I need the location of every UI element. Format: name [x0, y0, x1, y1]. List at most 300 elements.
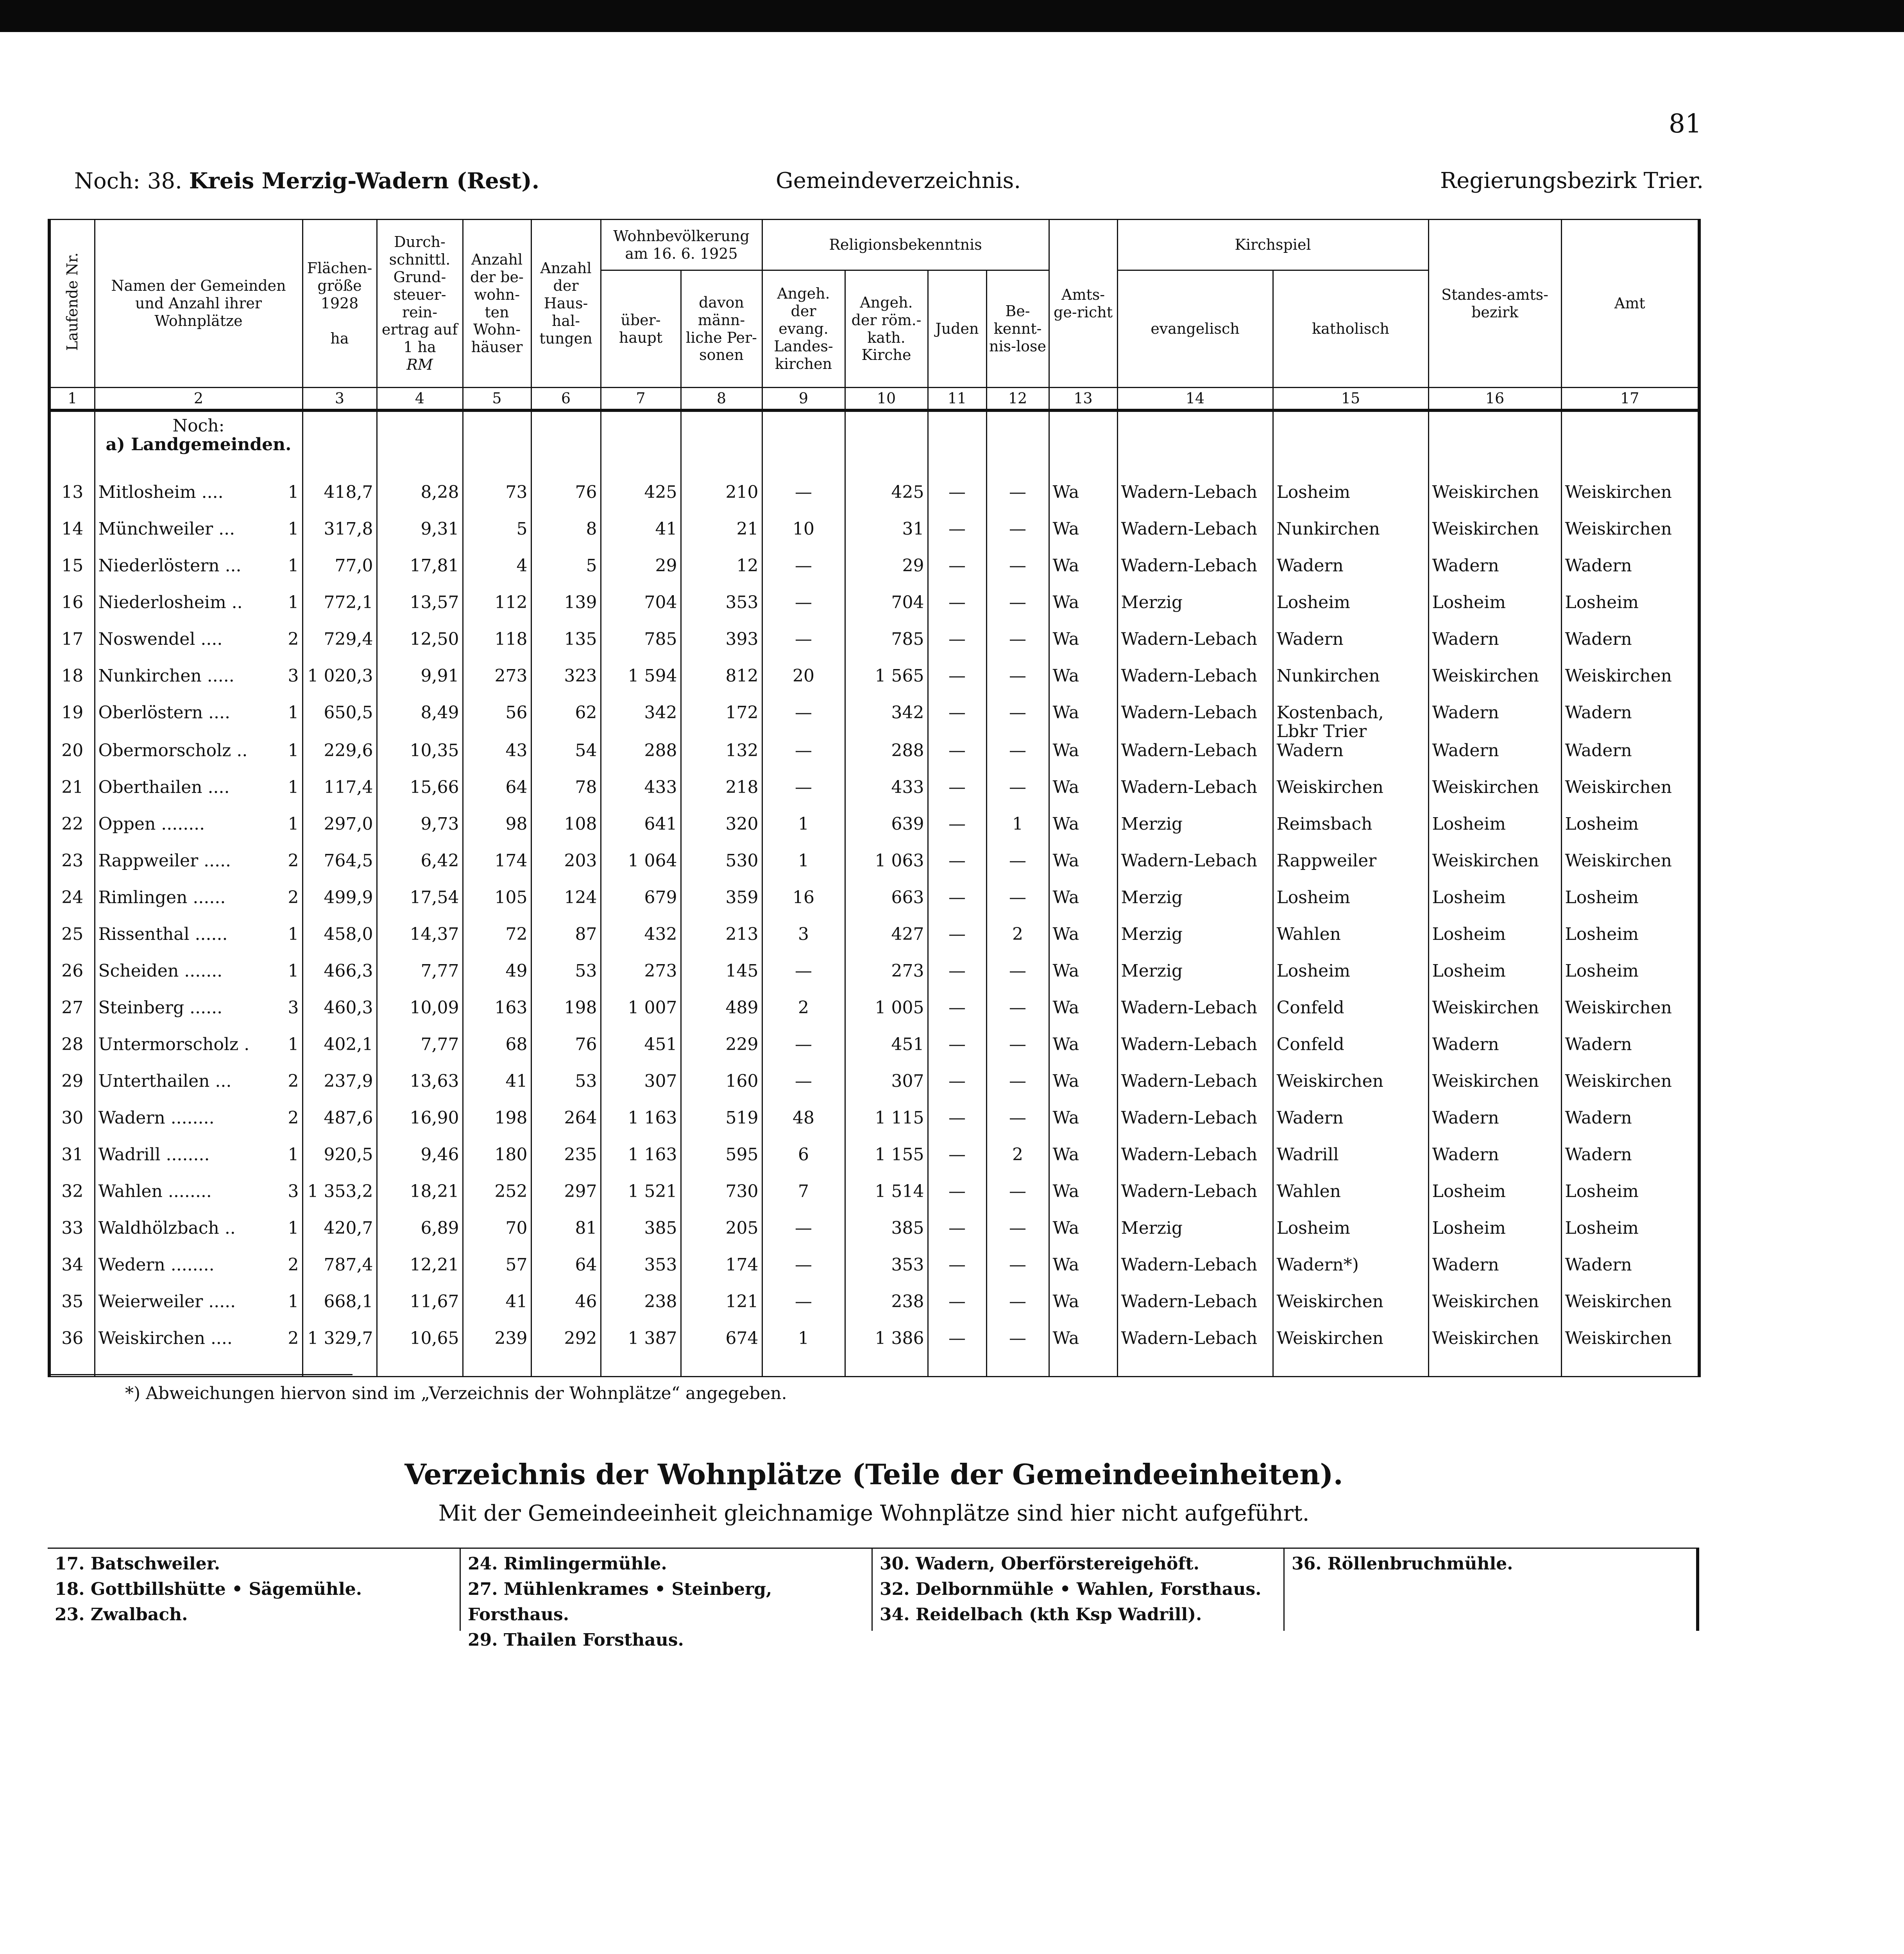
col-header-maennlich: davon männ-liche Per-sonen [681, 270, 762, 388]
cell-nr: 20 [49, 741, 95, 778]
gemeinde-name: Untermorscholz . [98, 1035, 250, 1054]
gemeinde-name: Münchweiler ... [98, 519, 235, 539]
cell-haushaltungen: 46 [531, 1292, 601, 1329]
cell-kirchspiel-ev: Wadern-Lebach [1117, 483, 1273, 520]
cell-kirchspiel-ev: Wadern-Lebach [1117, 1292, 1273, 1329]
cell-haushaltungen: 54 [531, 741, 601, 778]
wohnplatz-count: 3 [288, 666, 299, 686]
cell-flaeche: 237,9 [302, 1072, 377, 1109]
cell-amtsgericht: Wa [1049, 1292, 1117, 1329]
cell-bekenntnislose: — [986, 741, 1049, 778]
cell-gemeinde [95, 1292, 302, 1329]
cell-kirchspiel-kath: Losheim [1273, 962, 1428, 998]
cell-gemeinde [95, 483, 302, 520]
cell-bekenntnislose: — [986, 483, 1049, 520]
cell-gemeinde [95, 962, 302, 998]
cell-bevoelkerung: 704 [601, 593, 681, 630]
cell-wohnhaeuser: 112 [463, 593, 531, 630]
cell-juden: — [928, 556, 986, 593]
cell-maennlich: 12 [681, 556, 762, 593]
cell-gemeinde [95, 741, 302, 778]
cell-flaeche: 1 020,3 [302, 667, 377, 703]
cell-kirchspiel-kath: Nunkirchen [1273, 520, 1428, 556]
cell-amtsgericht: Wa [1049, 1072, 1117, 1109]
cell-flaeche: 77,0 [302, 556, 377, 593]
cell-amt: Losheim [1561, 1182, 1699, 1219]
wohnplatz-count: 1 [288, 925, 299, 944]
col-header-standesamt: Standes-amts-bezirk [1428, 220, 1561, 388]
cell-kirchspiel-kath: Wadern [1273, 741, 1428, 778]
gemeinde-name: Oppen ........ [98, 814, 205, 834]
cell-gemeinde [95, 667, 302, 703]
cell-evangelisch: — [762, 1256, 845, 1292]
cell-evangelisch: 2 [762, 998, 845, 1035]
cell-wohnhaeuser: 41 [463, 1072, 531, 1109]
cell-haushaltungen: 139 [531, 593, 601, 630]
cell-flaeche: 418,7 [302, 483, 377, 520]
cell-kirchspiel-ev: Merzig [1117, 593, 1273, 630]
cell-juden: — [928, 815, 986, 852]
cell-bekenntnislose: — [986, 520, 1049, 556]
cell-nr: 27 [49, 998, 95, 1035]
cell-gemeinde [95, 815, 302, 852]
gemeinde-name: Oberlöstern .... [98, 703, 230, 723]
cell-evangelisch: 16 [762, 888, 845, 925]
cell-gemeinde [95, 593, 302, 630]
col-header-juden: Juden [928, 270, 986, 388]
col-header-flaeche [302, 220, 377, 388]
wohnplatz-count: 2 [288, 1072, 299, 1091]
cell-kirchspiel-kath: Wadern [1273, 1109, 1428, 1145]
cell-standesamt: Losheim [1428, 925, 1561, 962]
cell-maennlich: 519 [681, 1109, 762, 1145]
cell-wohnhaeuser: 68 [463, 1035, 531, 1072]
cell-bevoelkerung: 41 [601, 520, 681, 556]
cell-kirchspiel-kath: Losheim [1273, 593, 1428, 630]
cell-nr: 16 [49, 593, 95, 630]
cell-kirchspiel-ev: Wadern-Lebach [1117, 1072, 1273, 1109]
cell-bevoelkerung: 1 064 [601, 852, 681, 888]
cell-katholisch: 1 386 [845, 1329, 928, 1377]
cell-bevoelkerung: 385 [601, 1219, 681, 1256]
cell-kirchspiel-ev: Wadern-Lebach [1117, 1329, 1273, 1377]
cell-amt: Wadern [1561, 1145, 1699, 1182]
cell-juden: — [928, 998, 986, 1035]
cell-nr: 18 [49, 667, 95, 703]
cell-bevoelkerung: 1 594 [601, 667, 681, 703]
cell-katholisch: 639 [845, 815, 928, 852]
gemeinde-name: Waldhölzbach .. [98, 1219, 236, 1238]
cell-grundsteuer: 17,54 [377, 888, 463, 925]
cell-haushaltungen: 76 [531, 483, 601, 520]
wohnplatz-count: 2 [288, 888, 299, 907]
cell-maennlich: 210 [681, 483, 762, 520]
gemeinde-name: Noswendel .... [98, 630, 223, 649]
cell-juden: — [928, 703, 986, 741]
cell-amtsgericht: Wa [1049, 741, 1117, 778]
wohnplatz-count: 1 [288, 778, 299, 797]
cell-amt: Wadern [1561, 703, 1699, 741]
cell-amtsgericht: Wa [1049, 1109, 1117, 1145]
cell-grundsteuer: 15,66 [377, 778, 463, 815]
column-number: 15 [1273, 388, 1428, 410]
column-number: 5 [463, 388, 531, 410]
column-number: 9 [762, 388, 845, 410]
cell-amt: Weiskirchen [1561, 1292, 1699, 1329]
cell-katholisch: 342 [845, 703, 928, 741]
cell-nr: 36 [49, 1329, 95, 1377]
table-row [49, 703, 1699, 741]
cell-maennlich: 132 [681, 741, 762, 778]
cell-maennlich: 674 [681, 1329, 762, 1377]
cell-wohnhaeuser: 41 [463, 1292, 531, 1329]
cell-amtsgericht: Wa [1049, 778, 1117, 815]
col-header-laufende-nr [49, 220, 95, 388]
cell-amtsgericht: Wa [1049, 852, 1117, 888]
cell-kirchspiel-kath: Wadern [1273, 630, 1428, 667]
cell-maennlich: 530 [681, 852, 762, 888]
cell-wohnhaeuser: 5 [463, 520, 531, 556]
cell-amt: Wadern [1561, 556, 1699, 593]
cell-maennlich: 205 [681, 1219, 762, 1256]
cell-haushaltungen: 297 [531, 1182, 601, 1219]
cell-kirchspiel-ev: Wadern-Lebach [1117, 520, 1273, 556]
cell-bevoelkerung: 1 163 [601, 1109, 681, 1145]
cell-kirchspiel-ev: Merzig [1117, 815, 1273, 852]
header-kreis: Kreis Merzig-Wadern (Rest). [189, 168, 540, 194]
column-number-row [49, 388, 1699, 410]
cell-amtsgericht: Wa [1049, 630, 1117, 667]
cell-juden: — [928, 520, 986, 556]
cell-maennlich: 21 [681, 520, 762, 556]
cell-katholisch: 451 [845, 1035, 928, 1072]
gemeinde-name: Rappweiler ..... [98, 851, 231, 871]
cell-nr: 15 [49, 556, 95, 593]
cell-bevoelkerung: 432 [601, 925, 681, 962]
cell-amtsgericht: Wa [1049, 483, 1117, 520]
cell-kirchspiel-ev: Merzig [1117, 888, 1273, 925]
cell-maennlich: 229 [681, 1035, 762, 1072]
wohnplatz-count: 1 [288, 1219, 299, 1238]
cell-haushaltungen: 76 [531, 1035, 601, 1072]
wohnplatz-count: 1 [288, 556, 299, 576]
cell-kirchspiel-kath: Losheim [1273, 1219, 1428, 1256]
header-left [74, 168, 539, 194]
cell-haushaltungen: 203 [531, 852, 601, 888]
cell-evangelisch: — [762, 1072, 845, 1109]
table-row [49, 1219, 1699, 1256]
cell-amtsgericht: Wa [1049, 1256, 1117, 1292]
cell-evangelisch: — [762, 1219, 845, 1256]
cell-bekenntnislose: — [986, 778, 1049, 815]
page-number: 81 [1669, 109, 1702, 139]
cell-wohnhaeuser: 174 [463, 852, 531, 888]
table-row [49, 852, 1699, 888]
cell-standesamt: Weiskirchen [1428, 483, 1561, 520]
column-number: 12 [986, 388, 1049, 410]
cell-gemeinde [95, 1219, 302, 1256]
cell-flaeche: 317,8 [302, 520, 377, 556]
cell-katholisch: 1 063 [845, 852, 928, 888]
cell-nr: 34 [49, 1256, 95, 1292]
wohnplatz-entry: 34. Reidelbach (kth Ksp Wadrill). [880, 1605, 1202, 1625]
cell-kirchspiel-kath: Confeld [1273, 998, 1428, 1035]
column-number: 16 [1428, 388, 1561, 410]
cell-grundsteuer: 9,31 [377, 520, 463, 556]
cell-bekenntnislose: — [986, 703, 1049, 741]
gemeinde-name: Scheiden ....... [98, 961, 223, 981]
cell-grundsteuer: 6,42 [377, 852, 463, 888]
cell-katholisch: 425 [845, 483, 928, 520]
col-header-amt: Amt [1561, 220, 1699, 388]
cell-wohnhaeuser: 273 [463, 667, 531, 703]
cell-evangelisch: 1 [762, 1329, 845, 1377]
wohnplaetze-column [48, 1549, 460, 1631]
cell-maennlich: 218 [681, 778, 762, 815]
table-row [49, 1035, 1699, 1072]
wohnplatz-entry: 32. Delbornmühle • Wahlen, Forsthaus. [880, 1579, 1262, 1600]
cell-standesamt: Losheim [1428, 962, 1561, 998]
cell-standesamt: Wadern [1428, 741, 1561, 778]
cell-evangelisch: — [762, 1292, 845, 1329]
cell-nr: 22 [49, 815, 95, 852]
cell-standesamt: Losheim [1428, 593, 1561, 630]
cell-kirchspiel-kath: Reimsbach [1273, 815, 1428, 852]
cell-standesamt: Wadern [1428, 1035, 1561, 1072]
col-header-bekenntnislose: Be-kennt-nis-lose [986, 270, 1049, 388]
gemeinde-name: Weiskirchen .... [98, 1329, 233, 1348]
cell-flaeche: 420,7 [302, 1219, 377, 1256]
cell-bekenntnislose: 1 [986, 815, 1049, 852]
cell-evangelisch: 7 [762, 1182, 845, 1219]
cell-amt: Weiskirchen [1561, 852, 1699, 888]
cell-flaeche: 772,1 [302, 593, 377, 630]
cell-evangelisch: — [762, 703, 845, 741]
cell-wohnhaeuser: 180 [463, 1145, 531, 1182]
cell-bekenntnislose: — [986, 1072, 1049, 1109]
cell-kirchspiel-ev: Wadern-Lebach [1117, 741, 1273, 778]
cell-nr: 24 [49, 888, 95, 925]
cell-maennlich: 320 [681, 815, 762, 852]
cell-katholisch: 31 [845, 520, 928, 556]
cell-bekenntnislose: — [986, 888, 1049, 925]
cell-juden: — [928, 593, 986, 630]
cell-standesamt: Losheim [1428, 1182, 1561, 1219]
cell-kirchspiel-ev: Wadern-Lebach [1117, 1035, 1273, 1072]
cell-gemeinde [95, 1182, 302, 1219]
footnote-divider [48, 1374, 353, 1375]
wohnplatz-count: 1 [288, 1145, 299, 1165]
gemeinde-name: Wahlen ........ [98, 1182, 212, 1201]
cell-kirchspiel-ev: Merzig [1117, 962, 1273, 998]
col-header-flaeche-unit: ha [330, 329, 349, 347]
cell-flaeche: 297,0 [302, 815, 377, 852]
cell-evangelisch: 1 [762, 815, 845, 852]
cell-amt: Losheim [1561, 1219, 1699, 1256]
cell-evangelisch: 20 [762, 667, 845, 703]
cell-haushaltungen: 81 [531, 1219, 601, 1256]
table-row [49, 778, 1699, 815]
header-prefix: Noch: 38. [74, 168, 182, 194]
cell-wohnhaeuser: 252 [463, 1182, 531, 1219]
gemeinde-name: Unterthailen ... [98, 1072, 232, 1091]
cell-evangelisch: — [762, 962, 845, 998]
cell-bevoelkerung: 288 [601, 741, 681, 778]
cell-juden: — [928, 1145, 986, 1182]
cell-kirchspiel-kath: Kostenbach, Lbkr Trier [1273, 703, 1428, 741]
wohnplaetze-column [460, 1549, 871, 1650]
cell-kirchspiel-kath: Weiskirchen [1273, 778, 1428, 815]
table-row [49, 520, 1699, 556]
col-header-haushaltungen: Anzahl der Haus-hal-tungen [531, 220, 601, 388]
cell-kirchspiel-kath: Losheim [1273, 888, 1428, 925]
cell-gemeinde [95, 1256, 302, 1292]
cell-katholisch: 427 [845, 925, 928, 962]
cell-amtsgericht: Wa [1049, 667, 1117, 703]
cell-evangelisch: — [762, 556, 845, 593]
cell-evangelisch: 3 [762, 925, 845, 962]
cell-flaeche: 764,5 [302, 852, 377, 888]
cell-juden: — [928, 852, 986, 888]
cell-kirchspiel-kath: Confeld [1273, 1035, 1428, 1072]
cell-maennlich: 359 [681, 888, 762, 925]
wohnplatz-count: 2 [288, 1108, 299, 1128]
cell-katholisch: 1 005 [845, 998, 928, 1035]
cell-haushaltungen: 292 [531, 1329, 601, 1377]
cell-flaeche: 729,4 [302, 630, 377, 667]
cell-maennlich: 213 [681, 925, 762, 962]
cell-kirchspiel-ev: Merzig [1117, 925, 1273, 962]
cell-maennlich: 489 [681, 998, 762, 1035]
column-number: 11 [928, 388, 986, 410]
cell-gemeinde [95, 1035, 302, 1072]
cell-juden: — [928, 483, 986, 520]
cell-amt: Weiskirchen [1561, 1072, 1699, 1109]
wohnplatz-count: 2 [288, 630, 299, 649]
column-number: 2 [95, 388, 302, 410]
cell-katholisch: 238 [845, 1292, 928, 1329]
wohnplaetze-column [871, 1549, 1283, 1631]
cell-gemeinde [95, 852, 302, 888]
col-header-grundsteuer-unit: RM [406, 356, 433, 373]
cell-nr: 19 [49, 703, 95, 741]
col-header-kirchspiel-kath: katholisch [1273, 270, 1428, 388]
cell-juden: — [928, 741, 986, 778]
cell-standesamt: Weiskirchen [1428, 667, 1561, 703]
cell-katholisch: 1 155 [845, 1145, 928, 1182]
column-number: 8 [681, 388, 762, 410]
column-number: 4 [377, 388, 463, 410]
cell-flaeche: 787,4 [302, 1256, 377, 1292]
cell-maennlich: 353 [681, 593, 762, 630]
gemeinde-table [48, 219, 1701, 1377]
cell-bevoelkerung: 342 [601, 703, 681, 741]
cell-juden: — [928, 1109, 986, 1145]
cell-standesamt: Weiskirchen [1428, 1072, 1561, 1109]
wohnplatz-count: 2 [288, 1255, 299, 1275]
wohnplaetze-title: Verzeichnis der Wohnplätze (Teile der Gemeindeeinheiten). [404, 1458, 1343, 1491]
cell-evangelisch: 48 [762, 1109, 845, 1145]
cell-amt: Wadern [1561, 1109, 1699, 1145]
cell-amtsgericht: Wa [1049, 556, 1117, 593]
cell-amtsgericht: Wa [1049, 520, 1117, 556]
cell-maennlich: 145 [681, 962, 762, 998]
cell-amt: Losheim [1561, 962, 1699, 998]
cell-haushaltungen: 135 [531, 630, 601, 667]
cell-grundsteuer: 13,57 [377, 593, 463, 630]
cell-amt: Losheim [1561, 815, 1699, 852]
gemeinde-name: Rissenthal ...... [98, 925, 228, 944]
cell-standesamt: Weiskirchen [1428, 852, 1561, 888]
col-header-group-religion: Religionsbekenntnis [762, 220, 1049, 270]
cell-gemeinde [95, 888, 302, 925]
cell-nr: 28 [49, 1035, 95, 1072]
cell-bekenntnislose: — [986, 1256, 1049, 1292]
column-number: 1 [49, 388, 95, 410]
cell-grundsteuer: 7,77 [377, 1035, 463, 1072]
cell-standesamt: Losheim [1428, 888, 1561, 925]
cell-flaeche: 458,0 [302, 925, 377, 962]
cell-grundsteuer: 8,49 [377, 703, 463, 741]
cell-haushaltungen: 264 [531, 1109, 601, 1145]
col-header-evangelisch: Angeh. der evang. Landes-kirchen [762, 270, 845, 388]
cell-grundsteuer: 16,90 [377, 1109, 463, 1145]
cell-kirchspiel-kath: Losheim [1273, 483, 1428, 520]
cell-amtsgericht: Wa [1049, 1145, 1117, 1182]
cell-kirchspiel-ev: Wadern-Lebach [1117, 998, 1273, 1035]
cell-kirchspiel-ev: Wadern-Lebach [1117, 667, 1273, 703]
cell-kirchspiel-ev: Merzig [1117, 1219, 1273, 1256]
cell-maennlich: 174 [681, 1256, 762, 1292]
wohnplatz-count: 1 [288, 1035, 299, 1054]
cell-juden: — [928, 888, 986, 925]
col-header-kirchspiel-ev: evangelisch [1117, 270, 1273, 388]
cell-bevoelkerung: 433 [601, 778, 681, 815]
column-number: 10 [845, 388, 928, 410]
cell-bekenntnislose: — [986, 630, 1049, 667]
cell-amt: Weiskirchen [1561, 998, 1699, 1035]
cell-kirchspiel-kath: Wadern*) [1273, 1256, 1428, 1292]
cell-kirchspiel-kath: Weiskirchen [1273, 1072, 1428, 1109]
cell-kirchspiel-kath: Nunkirchen [1273, 667, 1428, 703]
cell-grundsteuer: 11,67 [377, 1292, 463, 1329]
cell-haushaltungen: 62 [531, 703, 601, 741]
cell-wohnhaeuser: 64 [463, 778, 531, 815]
table-row [49, 1109, 1699, 1145]
cell-grundsteuer: 14,37 [377, 925, 463, 962]
cell-evangelisch: — [762, 483, 845, 520]
cell-juden: — [928, 1072, 986, 1109]
cell-kirchspiel-kath: Wahlen [1273, 1182, 1428, 1219]
wohnplatz-entry: 30. Wadern, Oberförstereigehöft. [880, 1554, 1199, 1574]
cell-juden: — [928, 1219, 986, 1256]
cell-amt: Weiskirchen [1561, 483, 1699, 520]
cell-gemeinde [95, 520, 302, 556]
cell-grundsteuer: 6,89 [377, 1219, 463, 1256]
cell-gemeinde [95, 630, 302, 667]
column-number: 14 [1117, 388, 1273, 410]
table-row [49, 741, 1699, 778]
table-row [49, 1145, 1699, 1182]
cell-grundsteuer: 12,21 [377, 1256, 463, 1292]
cell-flaeche: 460,3 [302, 998, 377, 1035]
cell-amtsgericht: Wa [1049, 703, 1117, 741]
cell-katholisch: 288 [845, 741, 928, 778]
cell-wohnhaeuser: 57 [463, 1256, 531, 1292]
cell-flaeche: 117,4 [302, 778, 377, 815]
table-row [49, 1292, 1699, 1329]
scan-top-edge [0, 0, 1904, 32]
